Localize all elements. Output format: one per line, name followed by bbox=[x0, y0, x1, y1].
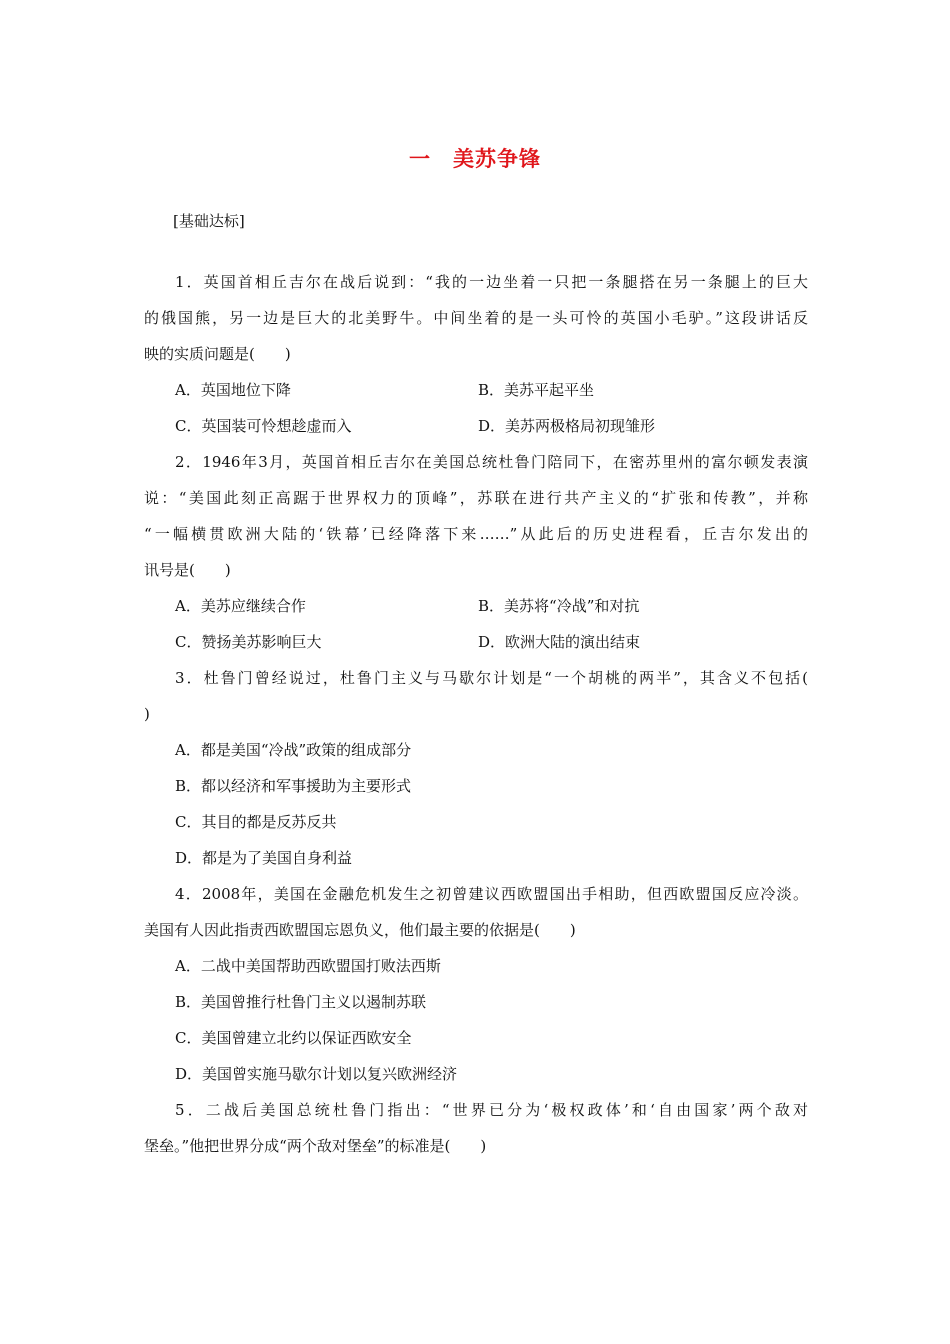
option-row bbox=[144, 1056, 808, 1092]
option-b: B．都以经济和军事援助为主要形式 bbox=[175, 777, 412, 795]
question-line: 映的实质问题是( ) bbox=[144, 345, 291, 363]
question-3 bbox=[144, 660, 808, 876]
question-5 bbox=[144, 1092, 808, 1164]
question-line: 3．杜鲁门曾经说过，杜鲁门主义与马歇尔计划是“一个胡桃的两半”，其含义不包括( bbox=[175, 669, 808, 687]
question-line: 的俄国熊，另一边是巨大的北美野牛。中间坐着的是一头可怜的英国小毛驴。”这段讲话反 bbox=[144, 309, 808, 327]
question-line: 5．二战后美国总统杜鲁门指出：“世界已分为‘极权政体’和‘自由国家’两个敌对 bbox=[175, 1101, 808, 1119]
question-line: “一幅横贯欧洲大陆的‘铁幕’已经降落下来……”从此后的历史进程看，丘吉尔发出的 bbox=[144, 525, 808, 543]
option-row bbox=[144, 372, 808, 408]
title-number: 一 bbox=[409, 147, 431, 171]
option-row bbox=[144, 408, 808, 444]
question-line: 美国有人因此指责西欧盟国忘恩负义，他们最主要的依据是( ) bbox=[144, 921, 576, 939]
option-c: C．英国装可怜想趁虚而入 bbox=[175, 417, 352, 435]
option-row bbox=[144, 804, 808, 840]
question-line: 说：“美国此刻正高踞于世界权力的顶峰”，苏联在进行共产主义的“扩张和传教”，并称 bbox=[144, 489, 808, 507]
option-row bbox=[144, 948, 808, 984]
option-a: A．都是美国“冷战”政策的组成部分 bbox=[175, 741, 412, 759]
option-row bbox=[144, 1020, 808, 1056]
option-c: C．其目的都是反苏反共 bbox=[175, 813, 337, 831]
option-row bbox=[144, 588, 808, 624]
option-d: D．美国曾实施马歇尔计划以复兴欧洲经济 bbox=[175, 1065, 458, 1083]
option-d: D．美苏两极格局初现雏形 bbox=[478, 417, 656, 435]
option-row bbox=[144, 840, 808, 876]
option-d: D．都是为了美国自身利益 bbox=[175, 849, 353, 867]
question-1 bbox=[144, 264, 808, 444]
option-c: C．赞扬美苏影响巨大 bbox=[175, 633, 322, 651]
option-b: B．美苏将“冷战”和对抗 bbox=[478, 597, 640, 615]
option-row bbox=[144, 732, 808, 768]
option-row bbox=[144, 768, 808, 804]
section-label: [基础达标] bbox=[173, 212, 245, 230]
question-line: 4．2008年，美国在金融危机发生之初曾建议西欧盟国出手相助，但西欧盟国反应冷淡。 bbox=[175, 885, 808, 903]
question-line: 堡垒。”他把世界分成“两个敌对堡垒”的标准是( ) bbox=[144, 1137, 487, 1155]
question-4 bbox=[144, 876, 808, 1092]
option-b: B．美苏平起平坐 bbox=[478, 381, 595, 399]
question-line: 2．1946年3月，英国首相丘吉尔在美国总统杜鲁门陪同下，在密苏里州的富尔顿发表演 bbox=[175, 453, 808, 471]
option-row bbox=[144, 984, 808, 1020]
title-text: 美苏争锋 bbox=[453, 147, 541, 171]
option-d: D．欧洲大陆的演出结束 bbox=[478, 633, 641, 651]
question-line: 讯号是( ) bbox=[144, 561, 231, 579]
option-row bbox=[144, 624, 808, 660]
option-b: B．美国曾推行杜鲁门主义以遏制苏联 bbox=[175, 993, 427, 1011]
page-title bbox=[0, 143, 950, 173]
option-a: A．美苏应继续合作 bbox=[175, 597, 306, 615]
question-line: ) bbox=[144, 705, 150, 723]
question-list bbox=[144, 264, 808, 1164]
option-c: C．美国曾建立北约以保证西欧安全 bbox=[175, 1029, 412, 1047]
option-a: A．英国地位下降 bbox=[175, 381, 291, 399]
option-a: A．二战中美国帮助西欧盟国打败法西斯 bbox=[175, 957, 441, 975]
question-2 bbox=[144, 444, 808, 660]
question-line: 1．英国首相丘吉尔在战后说到：“我的一边坐着一只把一条腿搭在另一条腿上的巨大 bbox=[175, 273, 808, 291]
